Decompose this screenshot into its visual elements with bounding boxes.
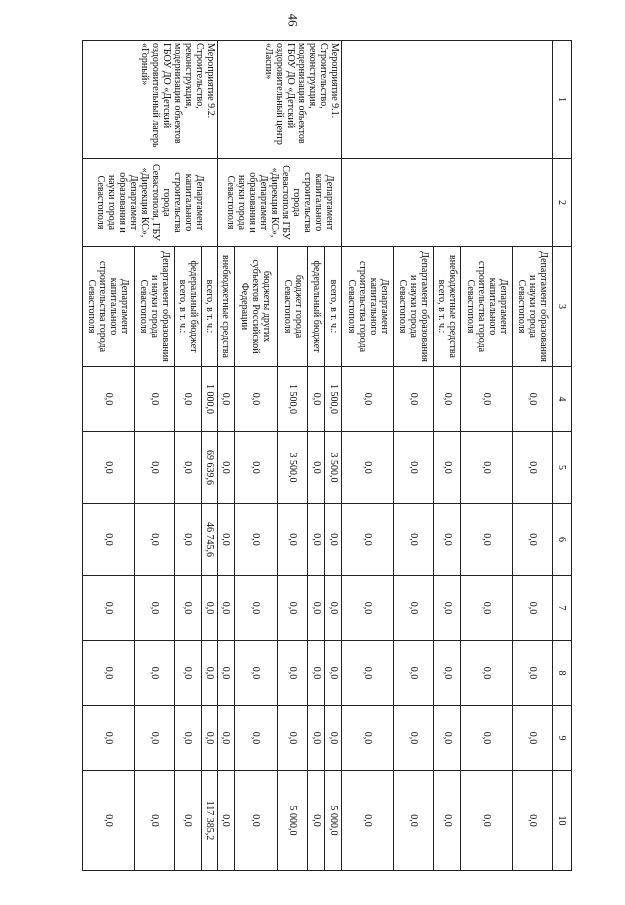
amount-cell: 0,0 <box>234 576 278 641</box>
funding-source-cell: всего, в т. ч.: <box>202 247 217 367</box>
amount-cell: 0,0 <box>134 576 174 641</box>
budget-table <box>82 40 572 871</box>
amount-cell: 0,0 <box>325 706 342 771</box>
amount-cell: 0,0 <box>342 367 394 432</box>
amount-cell: 0,0 <box>394 367 434 432</box>
amount-cell: 1 500,0 <box>325 367 342 432</box>
amount-cell: 0,0 <box>308 706 325 771</box>
amount-cell: 0,0 <box>234 706 278 771</box>
amount-cell: 0,0 <box>174 641 202 706</box>
amount-cell: 0,0 <box>342 432 394 504</box>
table-row <box>513 41 553 871</box>
amount-cell: 0,0 <box>461 771 513 871</box>
amount-cell: 0,0 <box>217 706 234 771</box>
amount-cell: 0,0 <box>325 504 342 576</box>
amount-cell: 0,0 <box>513 432 553 504</box>
amount-cell: 0,0 <box>202 706 217 771</box>
amount-cell: 0,0 <box>461 576 513 641</box>
amount-cell: 0,0 <box>433 576 461 641</box>
header-cell: 7 <box>553 576 572 641</box>
amount-cell: 0,0 <box>134 771 174 871</box>
amount-cell: 0,0 <box>433 706 461 771</box>
header-cell: 8 <box>553 641 572 706</box>
amount-cell: 0,0 <box>83 641 135 706</box>
amount-cell: 0,0 <box>394 706 434 771</box>
amount-cell: 0,0 <box>134 432 174 504</box>
funding-source-cell: внебюджетные средства всего, в т. ч.: <box>433 247 461 367</box>
header-cell: 10 <box>553 771 572 871</box>
amount-cell: 0,0 <box>513 576 553 641</box>
amount-cell: 0,0 <box>513 367 553 432</box>
amount-cell: 0,0 <box>461 432 513 504</box>
executor-cell <box>342 159 553 247</box>
amount-cell: 1 500,0 <box>278 367 308 432</box>
amount-cell: 0,0 <box>461 641 513 706</box>
funding-source-cell: Департамент капитального строительства города Севастополя <box>461 247 513 367</box>
amount-cell: 0,0 <box>394 576 434 641</box>
amount-cell: 0,0 <box>234 771 278 871</box>
header-row <box>553 41 572 871</box>
amount-cell: 0,0 <box>217 504 234 576</box>
executor-cell: Департамент капитального строительства города Севастополя ГБУ «Дирекция КС», Департамент образования и науки города Севастополя <box>217 159 342 247</box>
amount-cell: 0,0 <box>433 432 461 504</box>
funding-source-cell: внебюджетные средства <box>217 247 234 367</box>
amount-cell: 0,0 <box>217 771 234 871</box>
header-cell: 3 <box>553 247 572 367</box>
measure-name-cell: Мероприятие 9.2. Строительство, реконструкция, модернизация объектов ГБОУ ДО «Детский оздоровительный лагерь «Горный» <box>83 41 218 159</box>
amount-cell: 0,0 <box>234 367 278 432</box>
amount-cell: 0,0 <box>217 576 234 641</box>
amount-cell: 0,0 <box>217 641 234 706</box>
page-number: 46 <box>285 13 301 27</box>
amount-cell: 0,0 <box>433 367 461 432</box>
amount-cell: 0,0 <box>134 641 174 706</box>
amount-cell: 0,0 <box>433 641 461 706</box>
amount-cell: 0,0 <box>394 432 434 504</box>
amount-cell: 0,0 <box>342 771 394 871</box>
budget-table-rotated <box>82 40 572 870</box>
amount-cell: 0,0 <box>83 706 135 771</box>
amount-cell: 0,0 <box>134 706 174 771</box>
amount-cell: 0,0 <box>174 504 202 576</box>
table-row <box>325 41 342 871</box>
amount-cell: 0,0 <box>83 504 135 576</box>
amount-cell: 0,0 <box>217 367 234 432</box>
amount-cell: 0,0 <box>278 706 308 771</box>
amount-cell: 0,0 <box>217 432 234 504</box>
amount-cell: 0,0 <box>278 576 308 641</box>
amount-cell: 0,0 <box>174 576 202 641</box>
amount-cell: 0,0 <box>325 576 342 641</box>
amount-cell: 3 500,0 <box>325 432 342 504</box>
amount-cell: 0,0 <box>342 576 394 641</box>
amount-cell: 0,0 <box>513 771 553 871</box>
amount-cell: 0,0 <box>234 504 278 576</box>
executor-cell: Департамент капитального строительства города Севастополя, ГБУ «Дирекция КС», Департамент образования и науки города Севастополя <box>83 159 218 247</box>
amount-cell: 0,0 <box>278 504 308 576</box>
funding-source-cell: всего, в т. ч.: <box>325 247 342 367</box>
amount-cell: 0,0 <box>394 771 434 871</box>
amount-cell: 0,0 <box>513 706 553 771</box>
funding-source-cell: федеральный бюджет всего, в т. ч.: <box>174 247 202 367</box>
amount-cell: 0,0 <box>174 706 202 771</box>
measure-name-cell <box>342 41 553 159</box>
amount-cell: 0,0 <box>513 504 553 576</box>
funding-source-cell: Департамент образования и науки города Севастополя <box>513 247 553 367</box>
amount-cell: 0,0 <box>308 367 325 432</box>
amount-cell: 5 000,0 <box>278 771 308 871</box>
amount-cell: 46 745,6 <box>202 504 217 576</box>
amount-cell: 0,0 <box>433 771 461 871</box>
amount-cell: 0,0 <box>461 367 513 432</box>
amount-cell: 0,0 <box>174 367 202 432</box>
amount-cell: 0,0 <box>394 641 434 706</box>
header-cell: 4 <box>553 367 572 432</box>
amount-cell: 0,0 <box>174 432 202 504</box>
amount-cell: 0,0 <box>461 504 513 576</box>
table-row <box>202 41 217 871</box>
amount-cell: 0,0 <box>234 641 278 706</box>
amount-cell: 0,0 <box>433 504 461 576</box>
amount-cell: 0,0 <box>278 641 308 706</box>
amount-cell: 0,0 <box>308 771 325 871</box>
amount-cell: 0,0 <box>461 706 513 771</box>
amount-cell: 1 000,0 <box>202 367 217 432</box>
amount-cell: 0,0 <box>174 771 202 871</box>
amount-cell: 0,0 <box>83 367 135 432</box>
amount-cell: 5 000,0 <box>325 771 342 871</box>
amount-cell: 0,0 <box>513 641 553 706</box>
header-cell: 9 <box>553 706 572 771</box>
amount-cell: 0,0 <box>83 771 135 871</box>
funding-source-cell: Департамент образования и науки города Севастополя <box>134 247 174 367</box>
funding-source-cell: федеральный бюджет <box>308 247 325 367</box>
amount-cell: 69 639,6 <box>202 432 217 504</box>
amount-cell: 0,0 <box>308 504 325 576</box>
amount-cell: 0,0 <box>308 432 325 504</box>
funding-source-cell: бюджет города Севастополя <box>278 247 308 367</box>
funding-source-cell: Департамент образования и науки города Севастополя <box>394 247 434 367</box>
measure-name-cell: Мероприятие 9.1. Строительство, реконструкция, модернизация объектов ГБОУ ДО «Детский оздоровительный центр «Ласпи» <box>217 41 342 159</box>
amount-cell: 0,0 <box>134 504 174 576</box>
amount-cell: 0,0 <box>234 432 278 504</box>
amount-cell: 0,0 <box>202 576 217 641</box>
amount-cell: 0,0 <box>308 641 325 706</box>
amount-cell: 0,0 <box>342 641 394 706</box>
amount-cell: 0,0 <box>83 432 135 504</box>
amount-cell: 117 385,2 <box>202 771 217 871</box>
funding-source-cell: бюджеты других субъектов Российской Федерации <box>234 247 278 367</box>
amount-cell: 0,0 <box>202 641 217 706</box>
amount-cell: 0,0 <box>134 367 174 432</box>
amount-cell: 0,0 <box>342 504 394 576</box>
amount-cell: 0,0 <box>325 641 342 706</box>
amount-cell: 0,0 <box>83 576 135 641</box>
header-cell: 2 <box>553 159 572 247</box>
funding-source-cell: Департамент капитального строительства города Севастополя <box>342 247 394 367</box>
header-cell: 1 <box>553 41 572 159</box>
funding-source-cell: Департамент капитального строительства города Севастополя <box>83 247 135 367</box>
amount-cell: 0,0 <box>342 706 394 771</box>
amount-cell: 0,0 <box>308 576 325 641</box>
table-body <box>83 41 572 871</box>
header-cell: 6 <box>553 504 572 576</box>
amount-cell: 3 500,0 <box>278 432 308 504</box>
amount-cell: 0,0 <box>394 504 434 576</box>
header-cell: 5 <box>553 432 572 504</box>
